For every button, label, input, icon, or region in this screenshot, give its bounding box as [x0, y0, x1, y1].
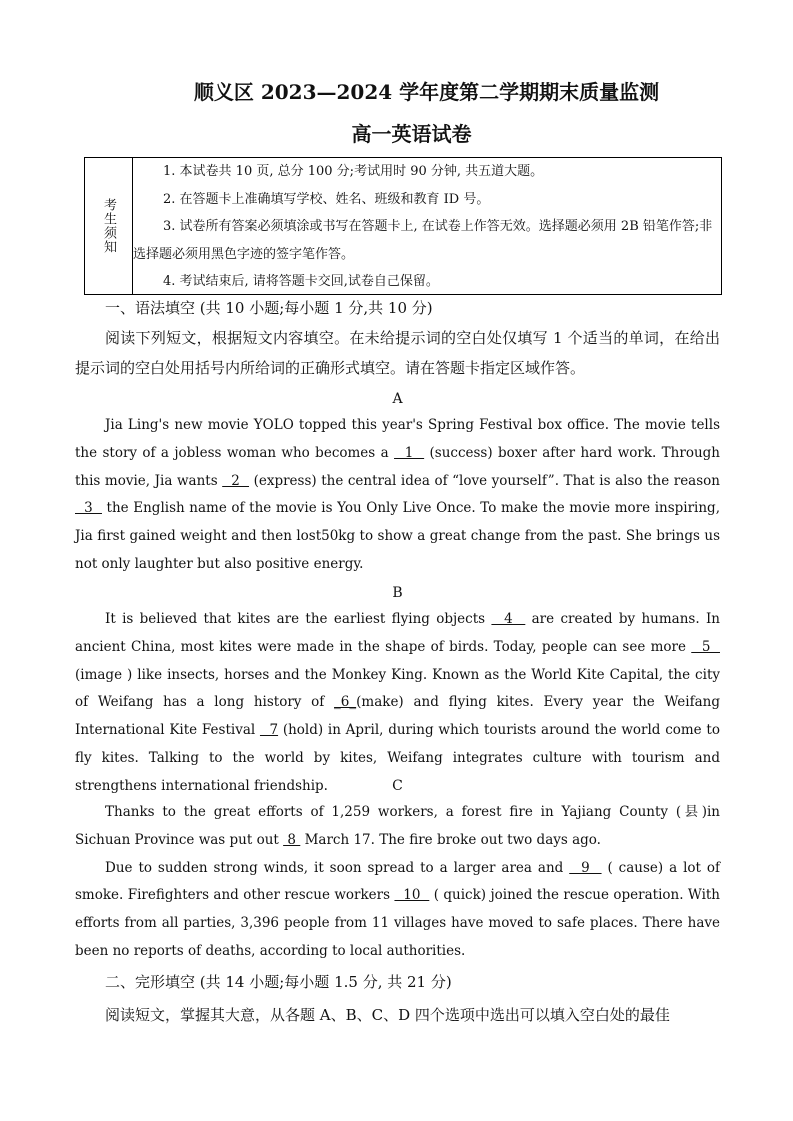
passage-text: (image ) like insects, horses and the Monkey King. Known as the World Kite Capital, the city of Weifang has a long history of	[75, 666, 720, 711]
passage-a-text	[75, 412, 720, 579]
part-label-b: B	[392, 585, 403, 601]
passage-text: (express) the central idea of “love yourself”. That is also the reason	[249, 472, 720, 489]
passage-b-text	[75, 606, 720, 801]
passage-text: Due to sudden strong winds, it soon spread to a larger area and	[105, 859, 570, 876]
section-cloze	[75, 968, 720, 1030]
passage-c	[75, 773, 720, 966]
passage-text: March 17. The fire broke out two days ago.	[300, 831, 601, 848]
blank-1[interactable]: 1	[394, 444, 425, 461]
passage-text: (make) and flying kites. Every year the Weifang International Kite Festival	[75, 694, 720, 739]
passage-a	[75, 386, 720, 579]
part-label-a: A	[392, 391, 403, 407]
blank-7[interactable]: 7	[259, 722, 279, 739]
passage-text: are created by humans. In ancient China, most kites were made in the shape of birds. Today, people can see more	[75, 611, 720, 655]
blank-9[interactable]: 9	[569, 859, 602, 876]
blank-3[interactable]: 3	[75, 500, 102, 517]
section-instruction: 阅读下列短文，根据短文内容填空。在未给提示词的空白处仅填写 1 个适当的单词，在给出提示词的空白处用括号内所给词的正确形式填空。请在答题卡指定区域作答。	[75, 329, 720, 377]
blank-4[interactable]: 4	[491, 611, 526, 627]
part-label-c: C	[392, 778, 403, 794]
passage-text: Jia Ling's new movie YOLO topped this year's Spring Festival box office. The movie tells the story of a jobless woman who becomes a	[75, 417, 720, 461]
notice-box	[84, 157, 722, 295]
passage-b	[75, 580, 720, 801]
passage-text: (success) boxer after hard work. Through this movie, Jia wants	[75, 444, 720, 489]
notice-item: 4. 考试结束后, 请将答题卡交回,试卷自己保留。	[163, 274, 439, 289]
passage-text: ( quick) joined the rescue operation. With efforts from all parties, 3,396 people from 11 villages have moved to safe places. There have been no reports of deaths, according to local authorities.	[75, 887, 721, 959]
passage-text: the English name of the movie is You Only Live Once. To make the movie more inspiring, Jia first gained weight and then lost50kg to show a great change from the past. She brings us not only laughter but also positive energy.	[75, 500, 720, 572]
blank-5[interactable]: 5	[691, 638, 720, 655]
section-heading: 一、语法填空 (共 10 小题;每小题 1 分,共 10 分)	[105, 299, 433, 317]
page-title: 顺义区 2023—2024 学年度第二学期期末质量监测	[193, 80, 660, 104]
notice-label-cell	[85, 158, 133, 294]
passage-c-paragraph-2	[75, 855, 720, 966]
page-subtitle: 高一英语试卷	[351, 122, 472, 146]
notice-item: 3. 试卷所有答案必须填涂或书写在答题卡上, 在试卷上作答无效。选择题必须用 2B 铅笔作答;非选择题必须用黑色字迹的签字笔作答。	[133, 219, 713, 262]
notice-label: 考生须知	[101, 198, 116, 254]
blank-10[interactable]: 10	[394, 887, 430, 904]
section-heading: 二、完形填空 (共 14 小题;每小题 1.5 分, 共 21 分)	[105, 973, 452, 991]
blank-8[interactable]: 8	[283, 831, 301, 848]
notice-item: 1. 本试卷共 10 页, 总分 100 分;考试用时 90 分钟, 共五道大题。	[163, 164, 544, 179]
section-grammar	[75, 295, 720, 383]
passage-text: Thanks to the great efforts of 1,259 workers, a forest fire in Yajiang County (县)in Sichuan Province was put out	[75, 804, 720, 848]
section-instruction: 阅读短文，掌握其大意，从各题 A、B、C、D 四个选项中选出可以填入空白处的最佳	[105, 1006, 670, 1024]
passage-text: (hold) in April, during which tourists around the world come to fly kites. Talking to the world by kites, Weifang integrates culture with tourism and strengthens international friendship.	[75, 722, 720, 794]
passage-text: It is believed that kites are the earliest flying objects	[105, 611, 492, 627]
passage-text: ( cause) a lot of smoke. Firefighters and other rescue workers	[75, 859, 721, 904]
notice-items	[133, 158, 721, 294]
passage-c-paragraph-1	[75, 799, 720, 855]
passage-c-text	[75, 799, 720, 966]
blank-6[interactable]: _6_	[334, 694, 357, 711]
blank-2[interactable]: 2	[222, 472, 250, 489]
notice-item: 2. 在答题卡上准确填写学校、姓名、班级和教育 ID 号。	[163, 191, 490, 207]
